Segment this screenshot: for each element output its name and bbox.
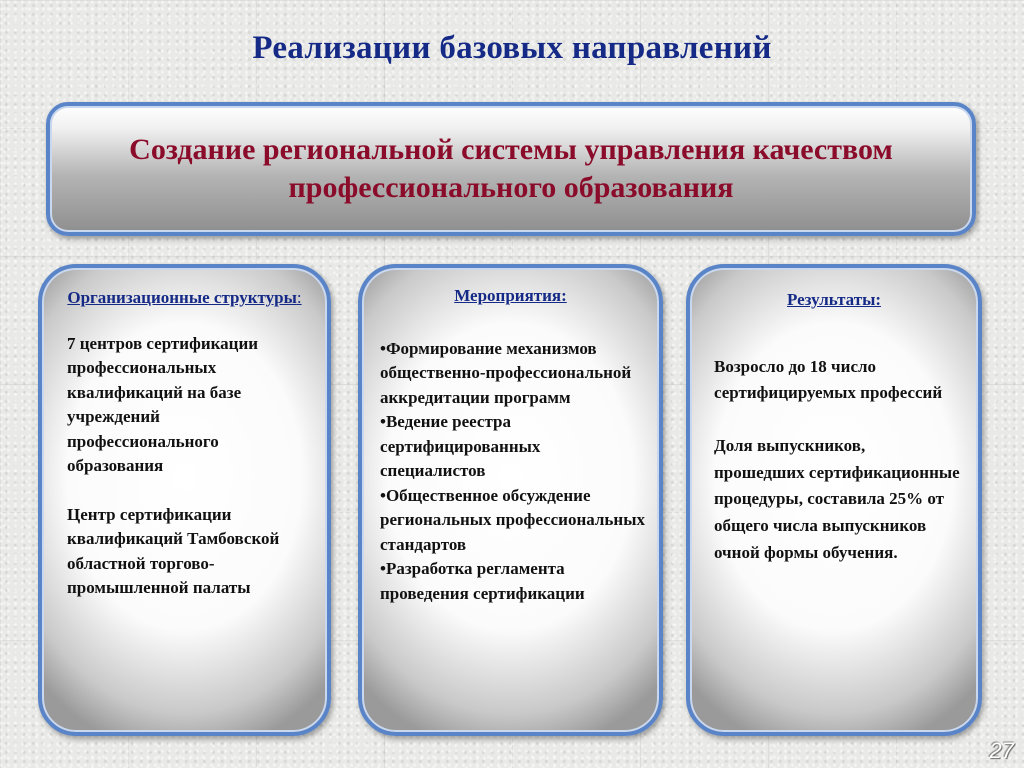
org-heading-colon: : (296, 288, 302, 307)
events-card (358, 264, 663, 736)
banner-text: Создание региональной системы управления качеством профессионального образования (129, 133, 893, 204)
events-list-item: •Ведение реестра сертифицированных специалистов (380, 412, 541, 480)
results-card (686, 264, 982, 736)
events-list-item: •Общественное обсуждение региональных профессиональных стандартов (380, 485, 645, 554)
results-heading: Результаты: (786, 290, 882, 309)
results-paragraph-2: Доля выпускников, прошедших сертификационные процедуры, составила 25% от общего числа выпускников очной формы обучения. (714, 435, 960, 562)
events-list-item: •Разработка регламента проведения сертификации (380, 559, 585, 603)
org-paragraph-2: Центр сертификации квалификаций Тамбовской областной торгово-промышленной палаты (67, 504, 280, 597)
org-heading-text: Организационные структуры (67, 288, 297, 307)
events-list (380, 337, 647, 607)
org-paragraph-1: 7 центров сертификации профессиональных квалификаций на базе учреждений профессионального образования (67, 333, 259, 475)
slide-title: Реализации базовых направлений (252, 30, 772, 66)
org-structures-heading (62, 286, 307, 311)
main-direction-banner (46, 102, 976, 236)
events-list-item: •Формирование механизмов общественно-профессиональной аккредитации программ (380, 338, 632, 407)
results-paragraph-1: Возросло до 18 число сертифицируемых профессий (714, 356, 943, 403)
org-structures-card (38, 264, 331, 736)
org-structures-body (67, 332, 307, 601)
events-heading: Мероприятия: (454, 286, 567, 305)
page-number: 27 (989, 738, 1014, 763)
results-body (714, 354, 960, 567)
